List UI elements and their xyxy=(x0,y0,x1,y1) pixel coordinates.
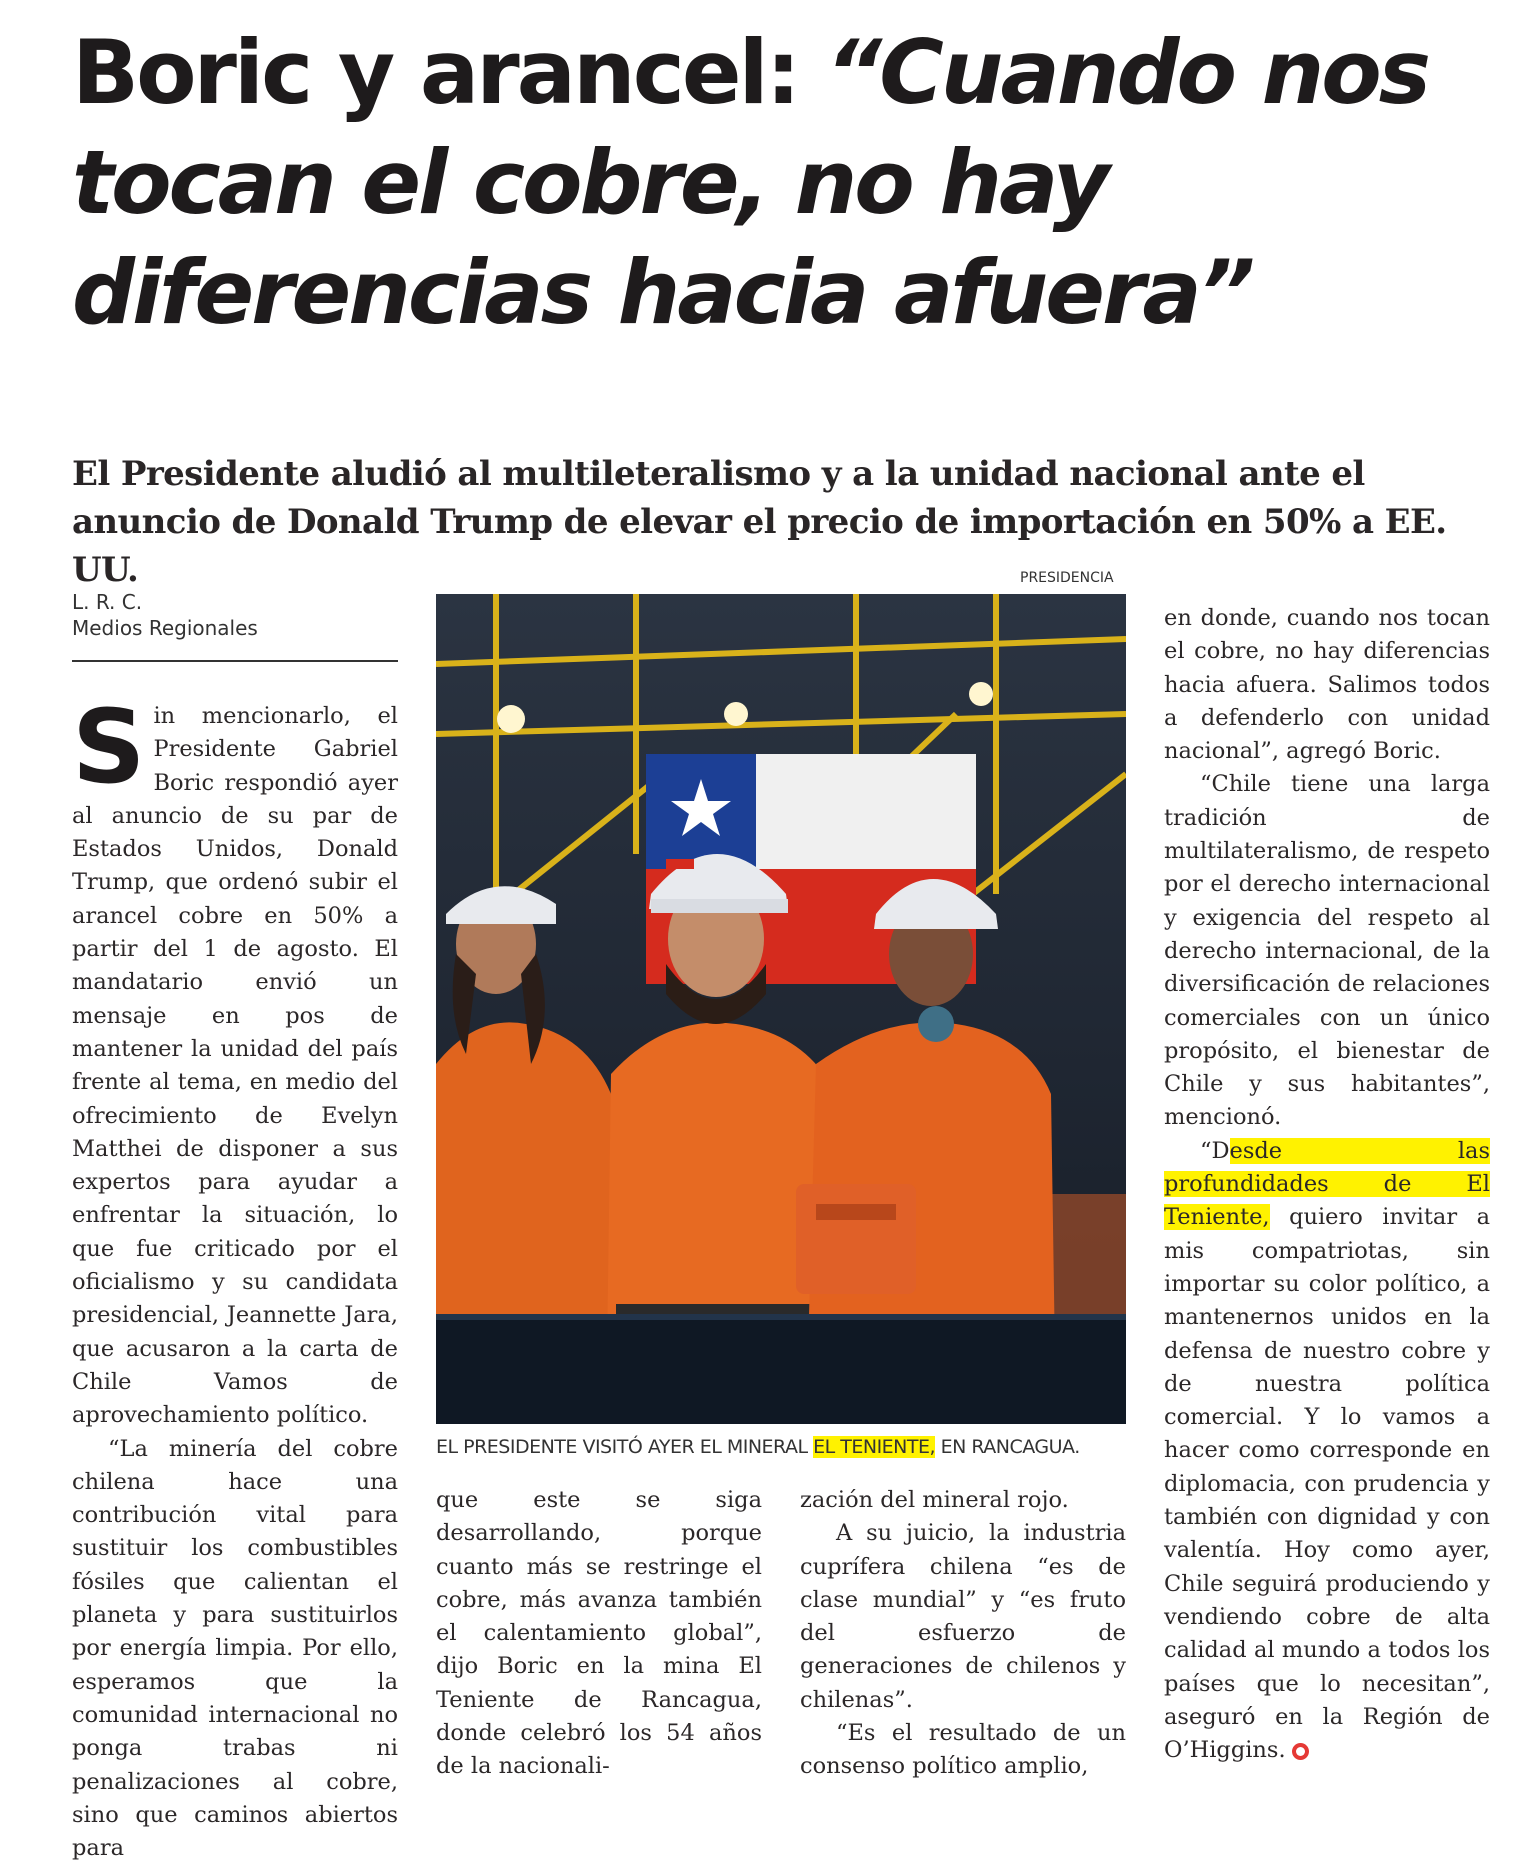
article-column-1 xyxy=(72,688,398,1865)
photo-caption xyxy=(436,1436,1146,1458)
headline xyxy=(72,18,1502,348)
article-paragraph: “La minería del cobre chilena hace una contribución vital para sustituir los combustibles fósiles que calientan el planeta y para sustituirlos por energía limpia. Por ello, esperamos que la comunidad internacional no ponga trabas ni penalizaciones al cobre, sino que caminos abiertos para xyxy=(72,1435,398,1862)
byline-divider xyxy=(72,660,398,662)
article-paragraph: A su juicio, la industria cuprífera chilena “es de clase mundial” y “es fruto del esfuerzo de generaciones de chilenos y chilenas”. xyxy=(800,1520,1126,1713)
place-name: El Teniente xyxy=(436,1653,762,1713)
photo-credit: PRESIDENCIA xyxy=(1020,570,1114,586)
paragraph-text-end: quiero invitar a mis compatriotas, sin importar su color político, a mantenernos unidos en la defensa de nuestro cobre y de nuestra política comercial. Y lo vamos a hacer como corresponde en diplomacia, con prudencia y también con dignidad y con valentía. Hoy como ayer, Chile seguirá produciendo y vendiendo cobre de alta calidad al mundo a todos los países que lo necesitan”, aseguró en la Región de O’Higgins. xyxy=(1164,1204,1490,1764)
text-highlight: esde las profundidades de xyxy=(1164,1137,1490,1198)
caption-text: EL PRESIDENTE VISITÓ AYER EL MINERAL xyxy=(436,1436,814,1458)
article-paragraph: en donde, cuando nos tocan el cobre, no hay diferencias hacia afuera. Salimos todos a defenderlo con unidad nacional”, agregó Boric. xyxy=(1164,605,1490,765)
paragraph-text-end: de Rancagua, donde celebró los 54 años de la nacionali- xyxy=(436,1686,762,1780)
byline-author: L. R. C. xyxy=(72,590,143,614)
drop-cap: S xyxy=(72,688,146,807)
article-photo xyxy=(436,594,1126,1424)
paragraph-text: que este se siga desarrollando, porque cuanto más se restringe el cobre, más avanza también el calentamiento global”, dijo Boric en la mina xyxy=(436,1487,762,1680)
article-paragraph: “Es el resultado de un consenso político amplio, xyxy=(800,1720,1126,1780)
article-column-4 xyxy=(1164,602,1490,1767)
byline-organization: Medios Regionales xyxy=(72,616,258,640)
article-paragraph xyxy=(436,1484,762,1784)
caption-highlight: EL TENIENTE, xyxy=(813,1436,936,1458)
article-paragraph xyxy=(1164,1135,1490,1768)
headline-quote: “Cuando nos tocan el cobre, no hay diferencias hacia afuera” xyxy=(72,21,1429,344)
article-column-2 xyxy=(436,1484,762,1784)
end-of-article-icon xyxy=(1292,1743,1309,1760)
caption-text-end: EN RANCAGUA. xyxy=(935,1436,1080,1458)
article-paragraph: zación del mineral rojo. xyxy=(800,1487,1069,1513)
article-column-3 xyxy=(800,1484,1126,1784)
subheadline: El Presidente aludió al multileteralismo y a la unidad nacional ante el anuncio de Donald Trump de elevar el precio de importación en 50% a EE. UU. xyxy=(72,454,1447,590)
text-highlight-place: El Teniente, xyxy=(1164,1171,1490,1231)
article-paragraph: “Chile tiene una larga tradición de multilateralismo, de respeto por el derecho internacional y exigencia del respeto al derecho internacional, de la diversificación de relaciones comerciales con un único propósito, el bienestar de Chile y sus habitantes”, mencionó. xyxy=(1164,771,1490,1131)
paragraph-text: “D xyxy=(1200,1137,1230,1164)
photo-illustration xyxy=(436,594,1126,1424)
headline-part1: Boric y arancel: xyxy=(72,21,826,124)
paragraph-text: in mencionarlo, el Presidente Gabriel Boric respondió ayer al anuncio de su par de Estados Unidos, Donald Trump, que ordenó subir el arancel cobre en 50% a partir del 1 de agosto. El mandatario envió un mensaje en pos de mantener la unidad del país frente al tema, en medio del ofrecimiento de Evelyn Matthei de disponer a sus expertos para ayudar a enfrentar la situación, lo que fue criticado por el oficialismo y su candidata presidencial, Jeannette Jara, que acusaron a la carta de Chile Vamos de aprovechamiento político. xyxy=(72,703,398,1429)
article-paragraph xyxy=(72,688,398,1433)
